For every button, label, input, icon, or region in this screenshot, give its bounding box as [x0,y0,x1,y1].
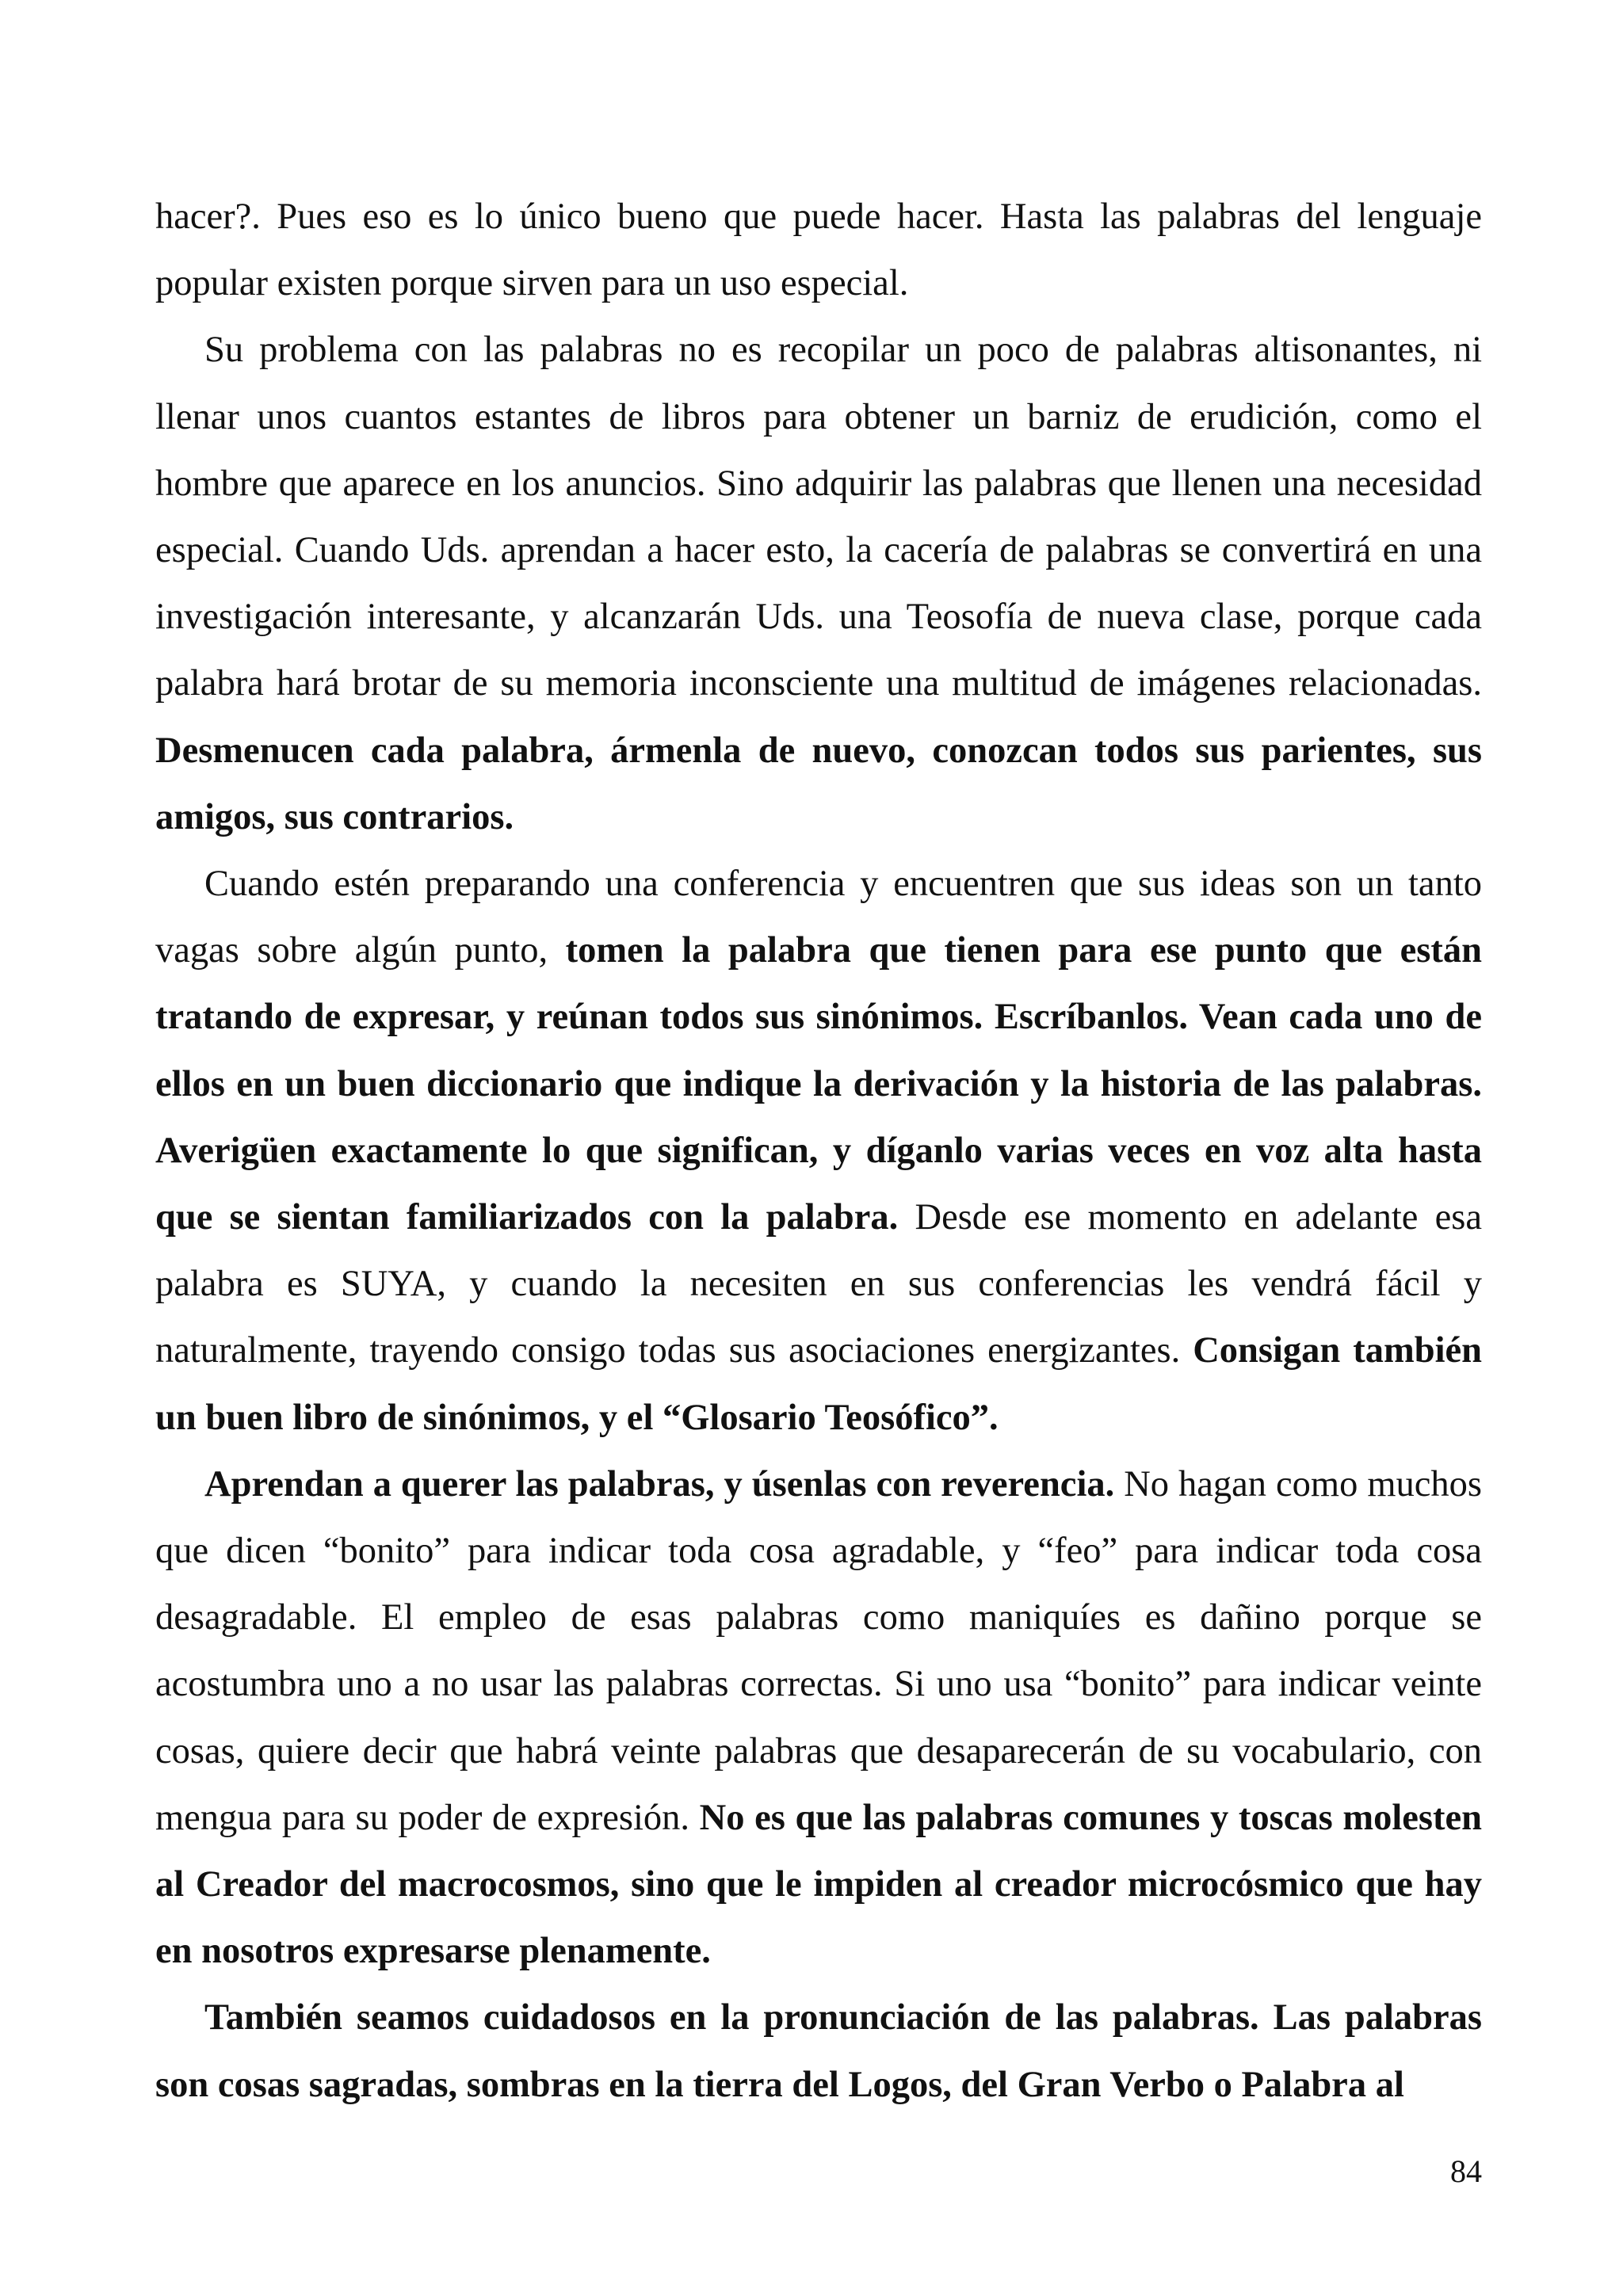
text-segment: No hagan como muchos que dicen “bonito” para indicar toda cosa agradable, y “feo” para indicar toda cosa desagradable. El empleo de esas palabras como maniquíes es dañino porque se acostumbra uno a no usar las palabras correctas. Si uno usa “bonito” para indicar veinte cosas, quiere decir que habrá veinte palabras que desaparecerán de su vocabulario, con mengua para su poder de expresión. [155,1463,1482,1838]
bold-text-segment: Consigan también un buen libro de sinónimos, y el “Glosario Teosófico”. [155,1330,1482,1438]
paragraph [155,184,1482,317]
paragraph [155,1985,1482,2118]
text-segment: Desde ese momento en adelante esa palabra es SUYA, y cuando la necesiten en sus conferencias les vendrá fácil y naturalmente, trayendo consigo todas sus asociaciones energizantes. [155,1197,1482,1371]
bold-text-segment: tomen la palabra que tienen para ese punto que están tratando de expresar, y reúnan todos sus sinónimos. Escríbanlos. Vean cada uno de ellos en un buen diccionario que indique la derivación y la historia de las palabras. Averigüen exactamente lo que significan, y díganlo varias veces en voz alta hasta que se sientan familiarizados con la palabra. [155,930,1482,1238]
paragraph [155,1451,1482,1985]
bold-text-segment: Aprendan a querer las palabras, y úsenlas con reverencia. [204,1463,1115,1505]
body-text [155,184,1482,2119]
text-segment: Cuando estén preparando una conferencia y encuentren que sus ideas son un tanto vagas sobre algún punto, [155,864,1482,971]
paragraph [155,851,1482,1451]
page-number: 84 [1450,2153,1482,2189]
bold-text-segment: Desmenucen cada palabra, ármenla de nuevo, conozcan todos sus parientes, sus amigos, sus contrarios. [155,730,1482,837]
text-segment: Su problema con las palabras no es recopilar un poco de palabras altisonantes, ni llenar unos cuantos estantes de libros para obtener un barniz de erudición, como el hombre que aparece en los anuncios. Sino adquirir las palabras que llenen una necesidad especial. Cuando Uds. aprendan a hacer esto, la cacería de palabras se convertirá en una investigación interesante, y alcanzarán Uds. una Teosofía de nueva clase, porque cada palabra hará brotar de su memoria inconsciente una multitud de imágenes relacionadas. [155,330,1482,704]
paragraph [155,317,1482,851]
bold-text-segment: No es que las palabras comunes y toscas molesten al Creador del macrocosmos, sino que le impiden al creador microcósmico que hay en nosotros expresarse plenamente. [155,1797,1482,1972]
text-segment: hacer?. Pues eso es lo único bueno que puede hacer. Hasta las palabras del lenguaje popular existen porque sirven para un uso especial. [155,196,1482,304]
bold-text-segment: También seamos cuidadosos en la pronunciación de las palabras. Las palabras son cosas sagradas, sombras en la tierra del Logos, del Gran Verbo o Palabra al [155,1997,1482,2105]
